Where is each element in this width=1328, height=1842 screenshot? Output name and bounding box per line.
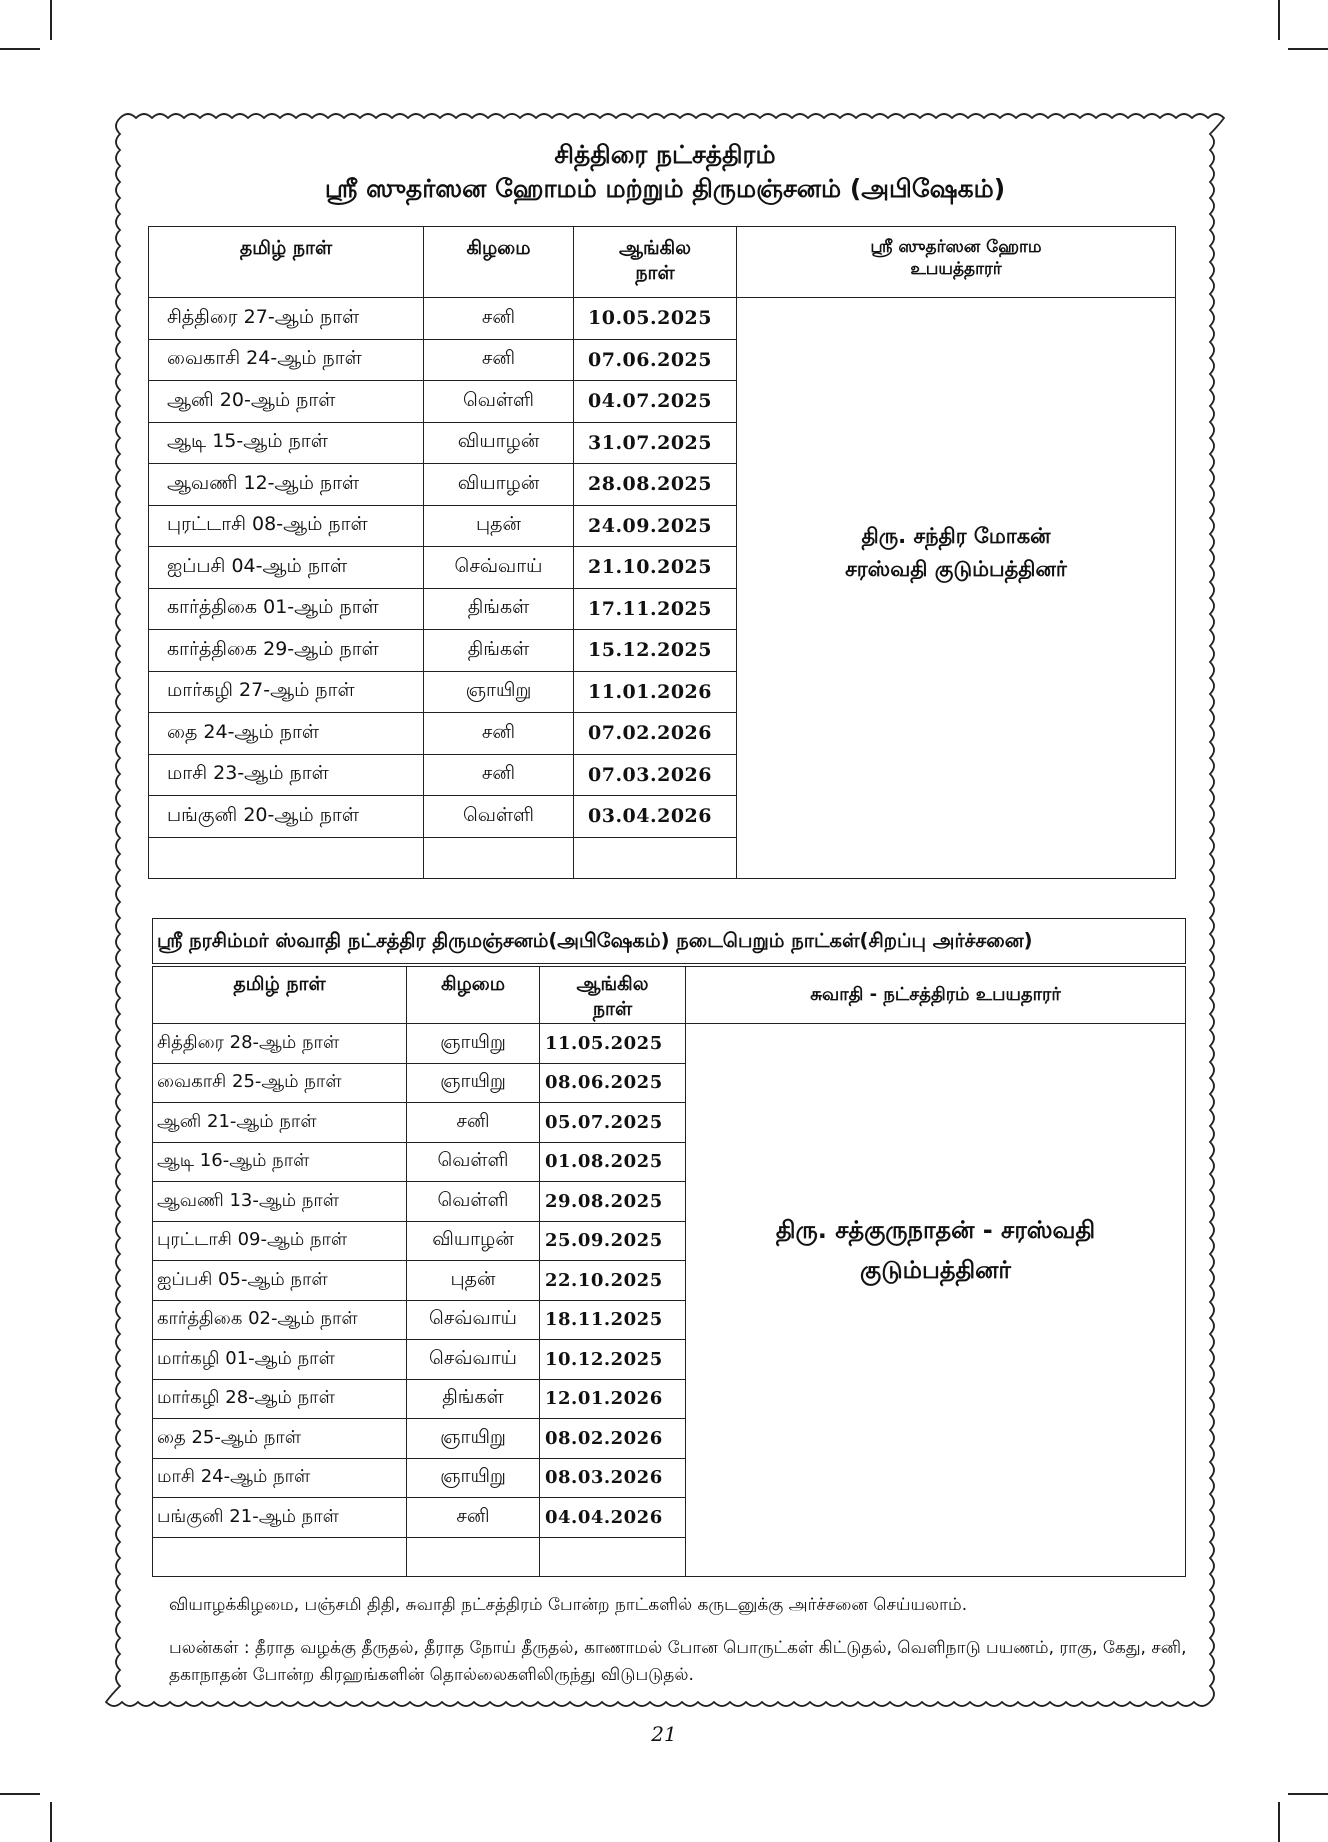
tamil-day-cell: வைகாசி 24-ஆம் நாள் [149,339,424,381]
date-cell: 07.02.2026 [574,713,737,755]
date-cell: 10.05.2025 [574,298,737,340]
tamil-day-cell: ஆடி 16-ஆம் நாள் [153,1142,407,1182]
tamil-day-cell: வைகாசி 25-ஆம் நாள் [153,1063,407,1103]
table-row [149,298,1176,340]
date-cell: 25.09.2025 [540,1221,686,1261]
date-cell: 28.08.2025 [574,464,737,506]
weekday-cell: சனி [407,1498,540,1538]
empty-cell [424,837,574,879]
table-body [153,1024,1186,1577]
weekday-cell: சனி [407,1103,540,1143]
page-subtitle: ஸ்ரீ ஸுதர்ஸன ஹோமம் மற்றும் திருமஞ்சனம் (அபிஷேகம்) [324,174,1006,203]
weekday-cell: செவ்வாய் [407,1340,540,1380]
weekday-cell: வியாழன் [407,1221,540,1261]
date-cell: 29.08.2025 [540,1182,686,1222]
date-cell: 04.07.2025 [574,381,737,423]
weekday-cell: வெள்ளி [424,796,574,838]
date-cell: 01.08.2025 [540,1142,686,1182]
date-cell: 05.07.2025 [540,1103,686,1143]
sponsor-name: திரு. சத்குருநாதன் - சரஸ்வதி [775,1216,1096,1244]
weekday-cell: ஞாயிறு [407,1063,540,1103]
tamil-day-cell: மார்கழி 28-ஆம் நாள் [153,1379,407,1419]
empty-cell [153,1537,407,1577]
sponsor-cell [686,1024,1186,1577]
date-cell: 22.10.2025 [540,1261,686,1301]
header-english-date: ஆங்கில நாள் [574,227,737,298]
date-cell: 11.05.2025 [540,1024,686,1064]
date-cell: 24.09.2025 [574,505,737,547]
sponsor-family: குடும்பத்தினர் [860,1256,1011,1284]
note-benefits: பலன்கள் : தீராத வழக்கு தீருதல், தீராத நோய் தீருதல், காணாமல் போன பொருட்கள் கிட்டுதல், வெளிநாடு பயணம், ராகு, கேது, சனி, தகாநாதன் போன்ற கிரஹங்களின் தொல்லைகளிலிருந்து விடுபடுதல். [169,1638,1187,1685]
page-title: சித்திரை நட்சத்திரம் [554,140,776,169]
weekday-cell: செவ்வாய் [424,547,574,589]
weekday-cell: திங்கள் [424,630,574,672]
weekday-cell: சனி [424,713,574,755]
weekday-cell: ஞாயிறு [424,671,574,713]
table-body [149,298,1176,879]
weekday-cell: திங்கள் [424,588,574,630]
weekday-cell: புதன் [407,1261,540,1301]
sudarsana-homam-table [148,226,1176,879]
tamil-day-cell: புரட்டாசி 09-ஆம் நாள் [153,1221,407,1261]
date-cell: 10.12.2025 [540,1340,686,1380]
tamil-day-cell: பங்குனி 20-ஆம் நாள் [149,796,424,838]
date-cell: 07.06.2025 [574,339,737,381]
header-english-date: ஆங்கில நாள் [540,967,686,1024]
header-tamil-day: தமிழ் நாள் [153,967,407,1024]
date-cell: 21.10.2025 [574,547,737,589]
tamil-day-cell: ஐப்பசி 04-ஆம் நாள் [149,547,424,589]
weekday-cell: புதன் [424,505,574,547]
tamil-day-cell: கார்த்திகை 02-ஆம் நாள் [153,1300,407,1340]
tamil-day-cell: கார்த்திகை 01-ஆம் நாள் [149,588,424,630]
tamil-day-cell: தை 25-ஆம் நாள் [153,1419,407,1459]
date-cell: 08.02.2026 [540,1419,686,1459]
tamil-day-cell: தை 24-ஆம் நாள் [149,713,424,755]
weekday-cell: வியாழன் [424,464,574,506]
tamil-day-cell: மார்கழி 27-ஆம் நாள் [149,671,424,713]
header-sponsor: சுவாதி - நட்சத்திரம் உபயதாரர் [686,967,1186,1024]
empty-cell [574,837,737,879]
swathi-nakshatra-table [152,966,1186,1577]
tamil-day-cell: மாசி 24-ஆம் நாள் [153,1458,407,1498]
table2-caption: ஸ்ரீ நரசிம்மர் ஸ்வாதி நட்சத்திர திருமஞ்சனம்(அபிஷேகம்) நடைபெறும் நாட்கள்(சிறப்பு அர்ச்சனை) [152,918,1186,964]
note-garuda: வியாழக்கிழமை, பஞ்சமி திதி, சுவாதி நட்சத்திரம் போன்ற நாட்களில் கருடனுக்கு அர்ச்சனை செய்யலாம். [169,1595,968,1615]
tamil-day-cell: ஆவணி 13-ஆம் நாள் [153,1182,407,1222]
weekday-cell: ஞாயிறு [407,1419,540,1459]
weekday-cell: வெள்ளி [424,381,574,423]
table-row [153,1024,1186,1064]
weekday-cell: வியாழன் [424,422,574,464]
date-cell: 15.12.2025 [574,630,737,672]
sponsor-cell [737,298,1176,879]
weekday-cell: வெள்ளி [407,1182,540,1222]
tamil-day-cell: ஆனி 20-ஆம் நாள் [149,381,424,423]
date-cell: 03.04.2026 [574,796,737,838]
date-cell: 04.04.2026 [540,1498,686,1538]
weekday-cell: சனி [424,339,574,381]
page-number: 21 [651,1722,677,1746]
weekday-cell: சனி [424,298,574,340]
tamil-day-cell: கார்த்திகை 29-ஆம் நாள் [149,630,424,672]
header-tamil-day: தமிழ் நாள் [149,227,424,298]
empty-cell [149,837,424,879]
tamil-day-cell: மாசி 23-ஆம் நாள் [149,754,424,796]
tamil-day-cell: ஆனி 21-ஆம் நாள் [153,1103,407,1143]
empty-cell [407,1537,540,1577]
weekday-cell: செவ்வாய் [407,1300,540,1340]
weekday-cell: ஞாயிறு [407,1024,540,1064]
date-cell: 17.11.2025 [574,588,737,630]
tamil-day-cell: சித்திரை 27-ஆம் நாள் [149,298,424,340]
header-weekday: கிழமை [407,967,540,1024]
tamil-day-cell: ஆடி 15-ஆம் நாள் [149,422,424,464]
header-sponsor: ஸ்ரீ ஸுதர்ஸன ஹோம உபயத்தாரர் [737,227,1176,298]
weekday-cell: ஞாயிறு [407,1458,540,1498]
tamil-day-cell: ஆவணி 12-ஆம் நாள் [149,464,424,506]
weekday-cell: சனி [424,754,574,796]
tamil-day-cell: புரட்டாசி 08-ஆம் நாள் [149,505,424,547]
weekday-cell: திங்கள் [407,1379,540,1419]
tamil-day-cell: ஐப்பசி 05-ஆம் நாள் [153,1261,407,1301]
date-cell: 18.11.2025 [540,1300,686,1340]
tamil-day-cell: சித்திரை 28-ஆம் நாள் [153,1024,407,1064]
empty-cell [540,1537,686,1577]
sponsor-family: சரஸ்வதி குடும்பத்தினர் [845,557,1067,581]
date-cell: 07.03.2026 [574,754,737,796]
weekday-cell: வெள்ளி [407,1142,540,1182]
tamil-day-cell: பங்குனி 21-ஆம் நாள் [153,1498,407,1538]
date-cell: 11.01.2026 [574,671,737,713]
tamil-day-cell: மார்கழி 01-ஆம் நாள் [153,1340,407,1380]
sponsor-name: திரு. சந்திர மோகன் [861,524,1051,548]
date-cell: 08.03.2026 [540,1458,686,1498]
header-weekday: கிழமை [424,227,574,298]
date-cell: 31.07.2025 [574,422,737,464]
date-cell: 08.06.2025 [540,1063,686,1103]
date-cell: 12.01.2026 [540,1379,686,1419]
